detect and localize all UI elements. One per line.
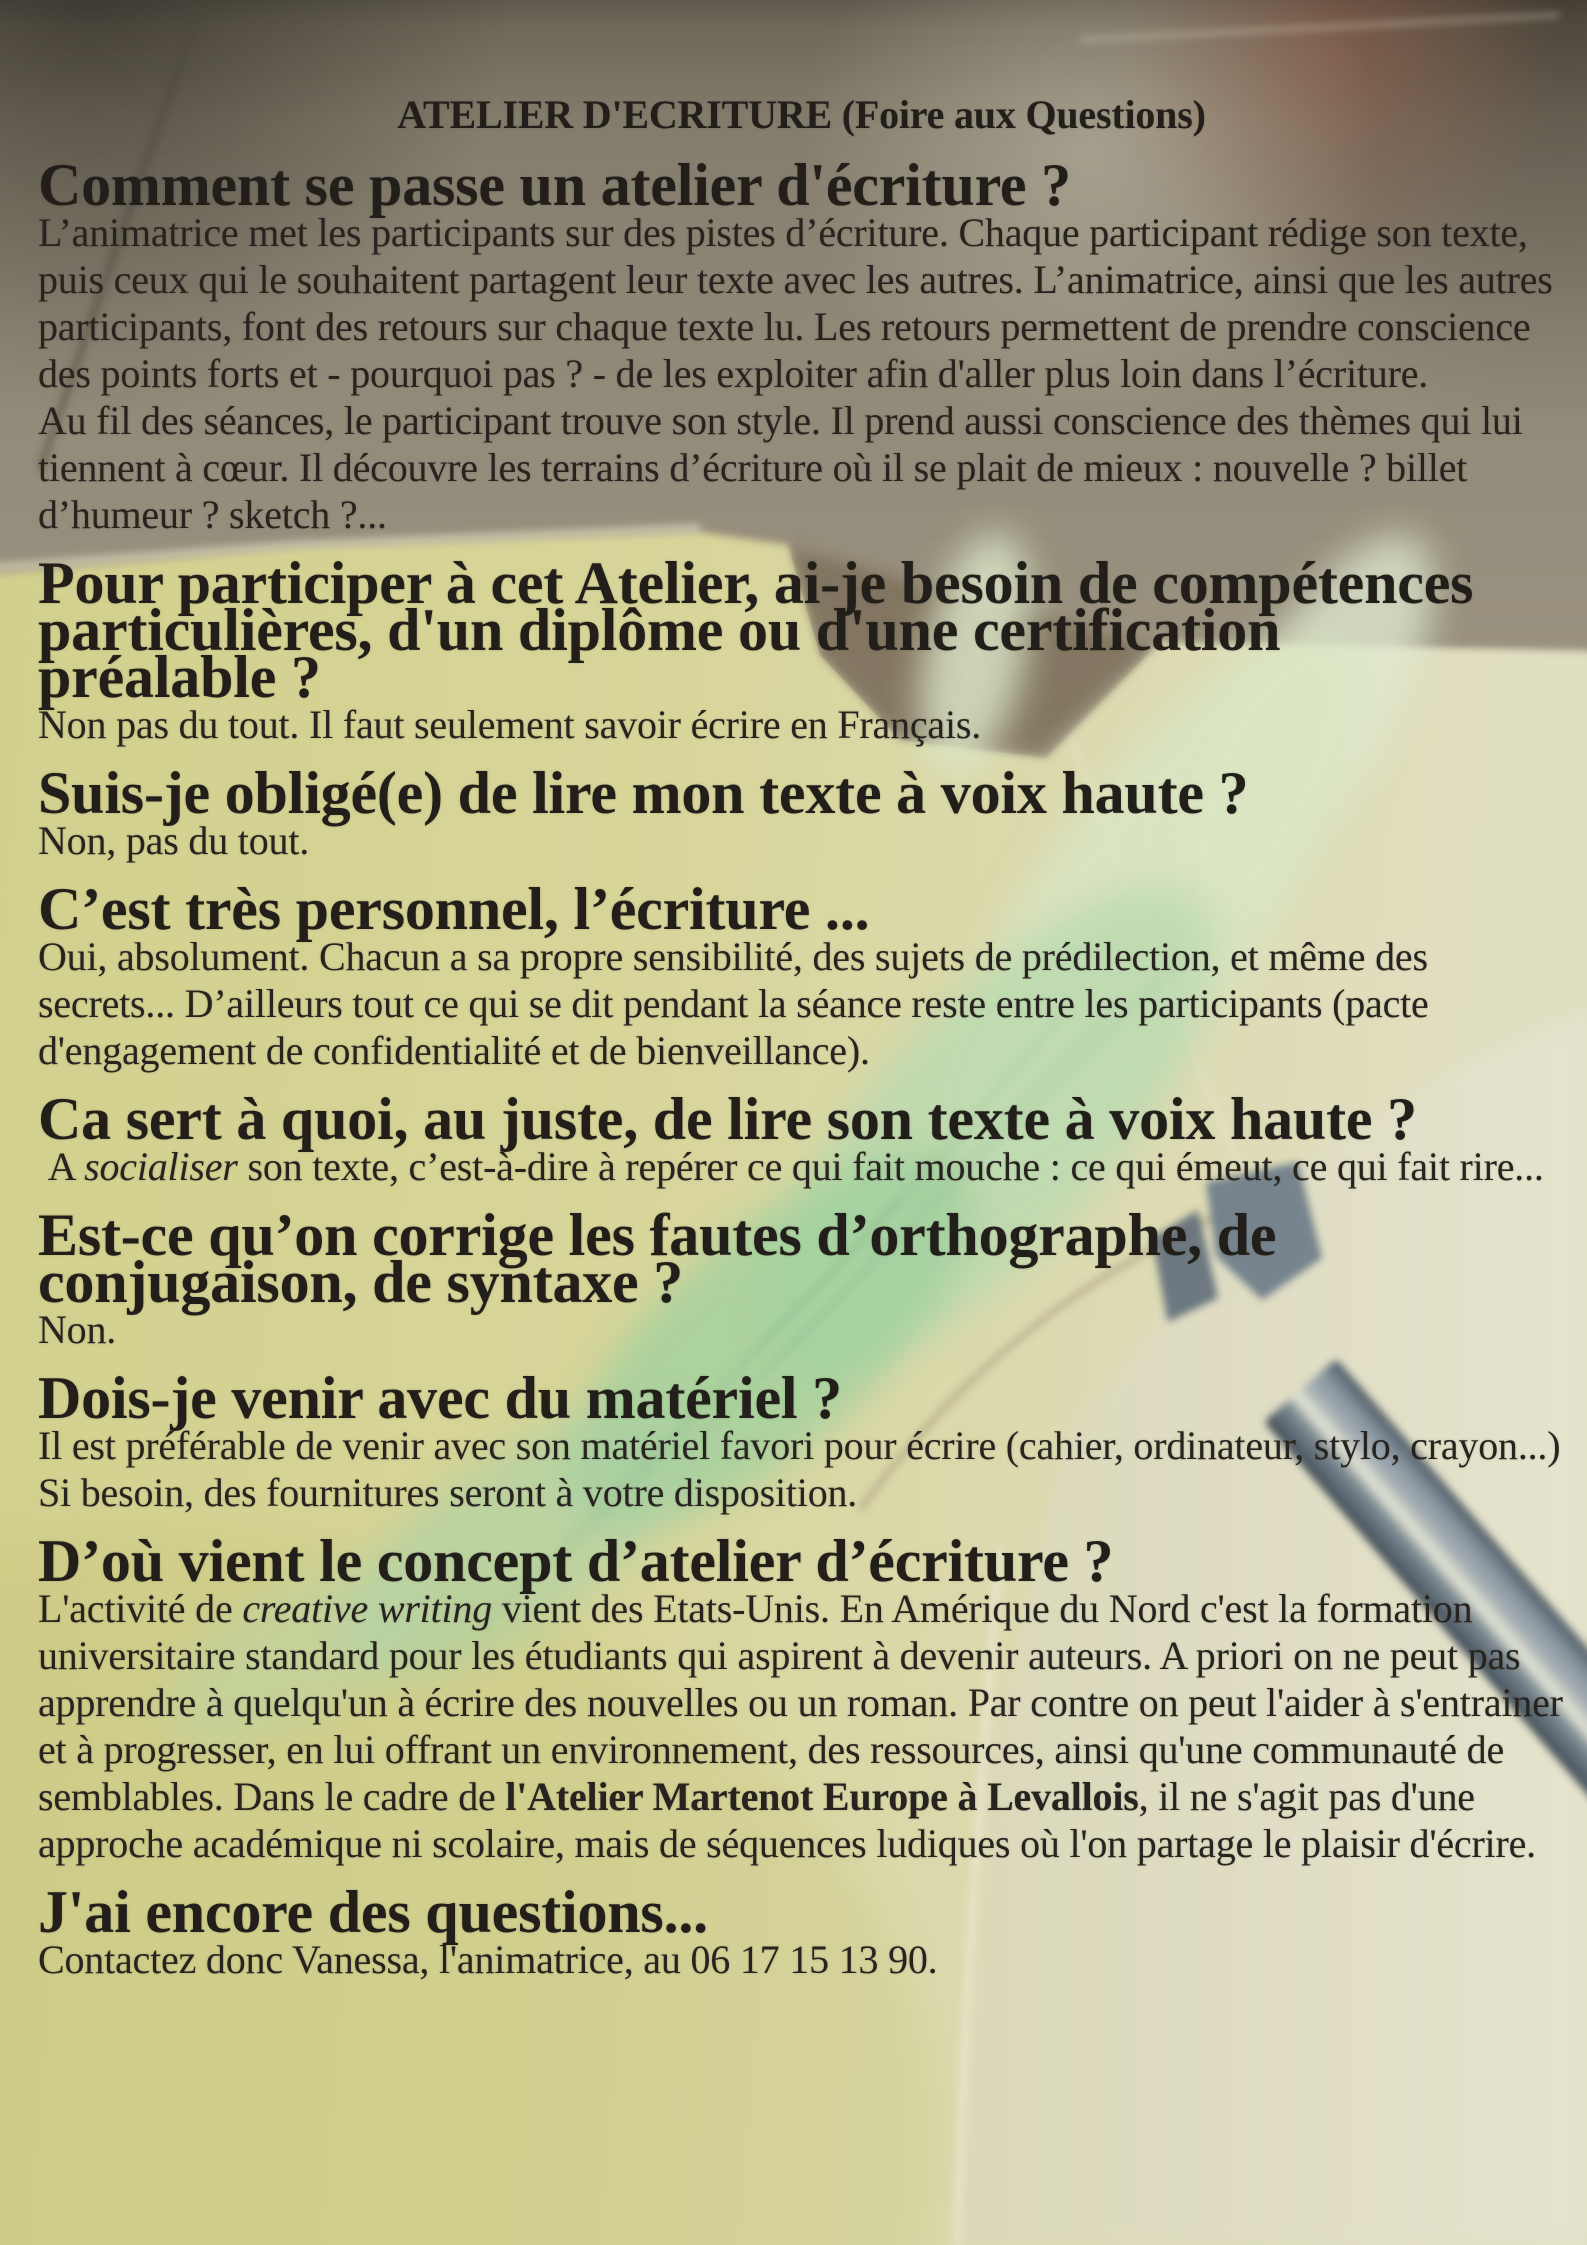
answer-text: A [38, 1144, 85, 1189]
answer-text: L'activité de [38, 1586, 243, 1631]
faq-section [38, 1365, 1565, 1516]
faq-question: Pour participer à cet Atelier, ai-je besoin de compétences particulières, d'un diplôme ou d'une certification préalable ? [38, 550, 1474, 710]
answer-text: Non, pas du tout. [38, 818, 310, 863]
answer-emphasis: socialiser [84, 1144, 238, 1189]
faq-section [38, 1202, 1565, 1353]
faq-list [38, 152, 1565, 1983]
faq-question: Suis-je obligé(e) de lire mon texte à voix haute ? [38, 760, 1249, 826]
answer-text: L’animatrice met les participants sur des pistes d’écriture. Chaque participant rédige son texte, puis ceux qui le souhaitent partagent leur texte avec les autres. L’animatrice, ainsi que les autres participants, font des retours sur chaque texte lu. Les retours permettent de prendre conscience des points forts et - pourquoi pas ? - de les exploiter afin d'aller plus loin dans l’écriture. [38, 210, 1553, 396]
answer-text: Non. [38, 1307, 117, 1352]
answer-text: Au fil des séances, le participant trouve son style. Il prend aussi conscience des thèmes qui lui tiennent à cœur. Il découvre les terrains d’écriture où il se plait de mieux : nouvelle ? billet d’humeur ? sketch ?... [38, 398, 1523, 537]
faq-question: C’est très personnel, l’écriture ... [38, 876, 870, 942]
faq-section [38, 550, 1565, 748]
faq-section [38, 1879, 1565, 1983]
faq-question: Comment se passe un atelier d'écriture ? [38, 152, 1071, 218]
faq-section [38, 1086, 1565, 1190]
faq-section [38, 1528, 1565, 1867]
answer-strong: l'Atelier Martenot Europe à Levallois [505, 1774, 1139, 1819]
faq-answer [38, 1143, 1565, 1190]
faq-question: D’où vient le concept d’atelier d’écriture ? [38, 1528, 1114, 1594]
faq-section [38, 760, 1565, 864]
answer-text: , il ne s'agit pas d'une approche académique ni scolaire, mais de séquences ludiques où l'on partage le plaisir d'écrire. [38, 1774, 1536, 1866]
faq-answer [38, 1936, 1565, 1983]
faq-answer [38, 397, 1565, 538]
answer-text: Non pas du tout. Il faut seulement savoir écrire en Français. [38, 702, 982, 747]
faq-answer [38, 1585, 1565, 1867]
answer-text: vient des Etats-Unis. En Amérique du Nord c'est la formation universitaire standard pour les étudiants qui aspirent à devenir auteurs. A priori on ne peut pas apprendre à quelqu'un à écrire des nouvelles ou un roman. Par contre on peut l'aider à s'entrainer et à progresser, en lui offrant un environnement, des ressources, ainsi qu'une communauté de semblables. Dans le cadre de [38, 1586, 1563, 1819]
faq-answer [38, 209, 1565, 397]
faq-question: Est-ce qu’on corrige les fautes d’orthographe, de conjugaison, de syntaxe ? [38, 1202, 1277, 1315]
faq-answer [38, 701, 1565, 748]
faq-section [38, 876, 1565, 1074]
faq-answer [38, 1422, 1565, 1516]
faq-question: Ca sert à quoi, au juste, de lire son texte à voix haute ? [38, 1086, 1417, 1152]
faq-section [38, 152, 1565, 538]
faq-question: J'ai encore des questions... [38, 1879, 708, 1945]
answer-text: Il est préférable de venir avec son matériel favori pour écrire (cahier, ordinateur, stylo, crayon...) Si besoin, des fournitures seront à votre disposition. [38, 1423, 1561, 1515]
answer-text: son texte, c’est-à-dire à repérer ce qui fait mouche : ce qui émeut, ce qui fait rire... [237, 1144, 1544, 1189]
page-title: ATELIER D'ECRITURE (Foire aux Questions) [397, 92, 1206, 137]
answer-text: Contactez donc Vanessa, l'animatrice, au 06 17 15 13 90. [38, 1937, 938, 1982]
faq-question: Dois-je venir avec du matériel ? [38, 1365, 842, 1431]
faq-answer [38, 933, 1565, 1074]
answer-emphasis: creative writing [242, 1586, 493, 1631]
answer-text: Oui, absolument. Chacun a sa propre sensibilité, des sujets de prédilection, et même des secrets... D’ailleurs tout ce qui se dit pendant la séance reste entre les participants (pacte d'engagement de confidentialité et de bienveillance). [38, 934, 1429, 1073]
